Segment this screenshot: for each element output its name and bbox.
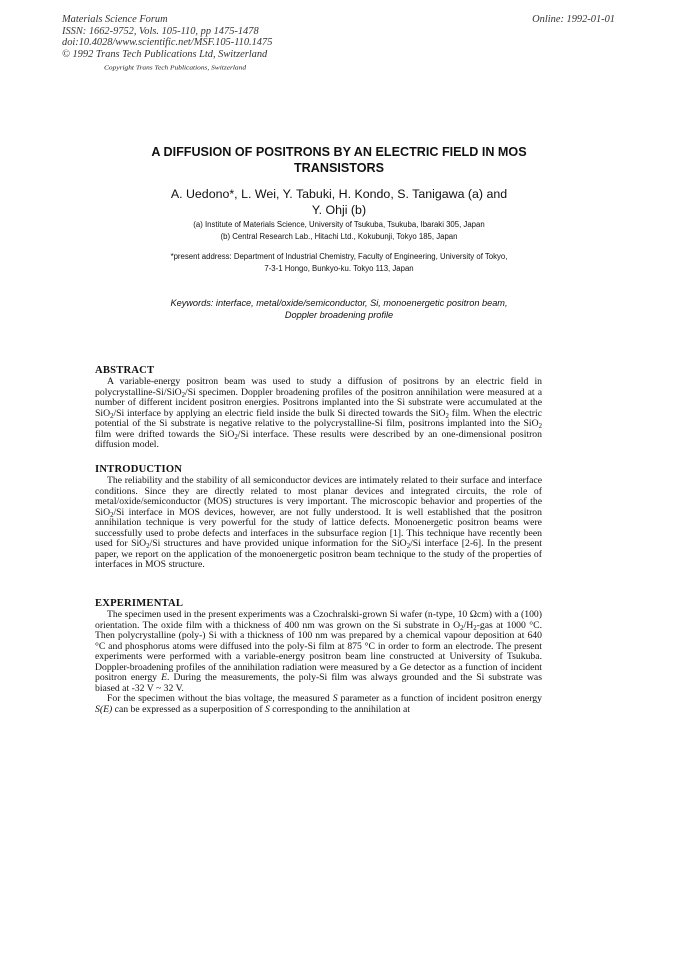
abstract-heading: ABSTRACT xyxy=(95,365,155,376)
issn-line: ISSN: 1662-9752, Vols. 105-110, pp 1475-1478 xyxy=(62,25,259,37)
title-line-2: TRANSISTORS xyxy=(293,161,385,175)
title-line-1: A DIFFUSION OF POSITRONS BY AN ELECTRIC FIELD IN MOS xyxy=(151,145,527,159)
keywords-line-2: Doppler broadening profile xyxy=(284,310,394,320)
online-date: Online: 1992-01-01 xyxy=(532,14,615,25)
copyright-stamp: Copyright Trans Tech Publications, Switzerland xyxy=(104,64,247,72)
experimental-heading: EXPERIMENTAL xyxy=(95,598,184,609)
doi-line: doi:10.4028/www.scientific.net/MSF.105-110.1475 xyxy=(62,37,273,49)
author-list xyxy=(120,187,558,218)
copyright-line: © 1992 Trans Tech Publications Ltd, Switzerland xyxy=(62,48,268,60)
affiliation-a: (a) Institute of Materials Science, University of Tsukuba, Tsukuba, Ibaraki 305, Japan xyxy=(193,220,485,229)
journal-name: Materials Science Forum xyxy=(62,14,168,25)
affiliations xyxy=(100,219,578,242)
experimental-paragraph-1: The specimen used in the present experiments was a Czochralski-grown Si wafer (n-type, 10 Ωcm) with a (100) orientation. The oxide film with a thickness of 400 nm was grown on the Si substrate in $O_2/H_2$-gas at 1000 °C. Then polycrystalline (poly-) Si with a thickness of 100 nm was prepared by a chemical vapour deposition at 640 °C and phosphorus atoms were diffused into the poly-Si film at 875 °C in order to form an electrode. The present experiments were performed with a variable-energy positron beam line constructed at University of Tsukuba. Doppler-broadening profiles of the annihilation radiation were measured by a Ge detector as a function of incident positron energy E. During the measurements, the poly-Si film was always grounded and the Si substrate was biased at -32 V ~ 32 V. xyxy=(95,609,542,694)
present-address xyxy=(90,251,588,274)
present-address-line-2: 7-3-1 Hongo, Bunkyo-ku. Tokyo 113, Japan xyxy=(264,263,414,273)
introduction-section xyxy=(95,464,542,571)
authors-line-2: Y. Ohji (b) xyxy=(311,202,367,217)
affiliation-b: (b) Central Research Lab., Hitachi Ltd., Kokubunji, Tokyo 185, Japan xyxy=(220,231,458,241)
paper-title xyxy=(100,144,578,176)
keywords xyxy=(100,297,578,321)
introduction-text: The reliability and the stability of all semiconductor devices are intimately related to their surface and interface conditions. Since they are directly related to most planar devices and integrated circuits, the role of metal/oxide/semiconductor (MOS) structures is very important. The microscopic behavior and properties of the SiO$_2$/Si interface in MOS devices, however, are not fully understood. It is well established that the positron annihilation technique is very powerful for the study of lattice defects. Monoenergetic positron beams were successfully used to probe defects and interfaces in the subsurface region [1]. This technique have recently been used for SiO$_2$/Si structures and have provided unique information for the SiO$_2$/Si interface [2-6]. In the present paper, we report on the application of the monoenergetic positron beam technique to the study of the properties of interfaces in MOS structure. xyxy=(95,475,542,570)
present-address-line-1: *present address: Department of Industrial Chemistry, Faculty of Engineering, University of Tokyo, xyxy=(170,252,508,261)
authors-line-1: A. Uedono*, L. Wei, Y. Tabuki, H. Kondo, S. Tanigawa (a) and xyxy=(170,187,508,201)
abstract-text: A variable-energy positron beam was used to study a diffusion of positrons by an electric field in polycrystalline-Si/SiO$_2$/Si specimen. Doppler broadening profiles of the positron annihilation were measured at a number of different incident positron energies. Positrons implanted into the Si substrate were accumulated at the SiO$_2$/Si interface by applying an electric field inside the bulk Si directed towards the SiO$_2$ film. When the electric potential of the Si substrate is negative relative to the polycrystalline-Si film, positrons implanted into the SiO$_2$ film were drifted towards the SiO$_2$/Si interface. These results were described by an one-dimensional positron diffusion model. xyxy=(95,376,543,450)
abstract-section xyxy=(95,365,542,451)
experimental-paragraph-2: For the specimen without the bias voltage, the measured S parameter as a function of incident positron energy S(E) can be expressed as a superposition of S corresponding to the annihilation at xyxy=(95,693,542,715)
keywords-line-1: Keywords: interface, metal/oxide/semiconductor, Si, monoenergetic positron beam, xyxy=(170,298,508,308)
journal-metadata xyxy=(62,14,272,60)
introduction-heading: INTRODUCTION xyxy=(95,464,183,475)
experimental-section xyxy=(95,598,542,715)
